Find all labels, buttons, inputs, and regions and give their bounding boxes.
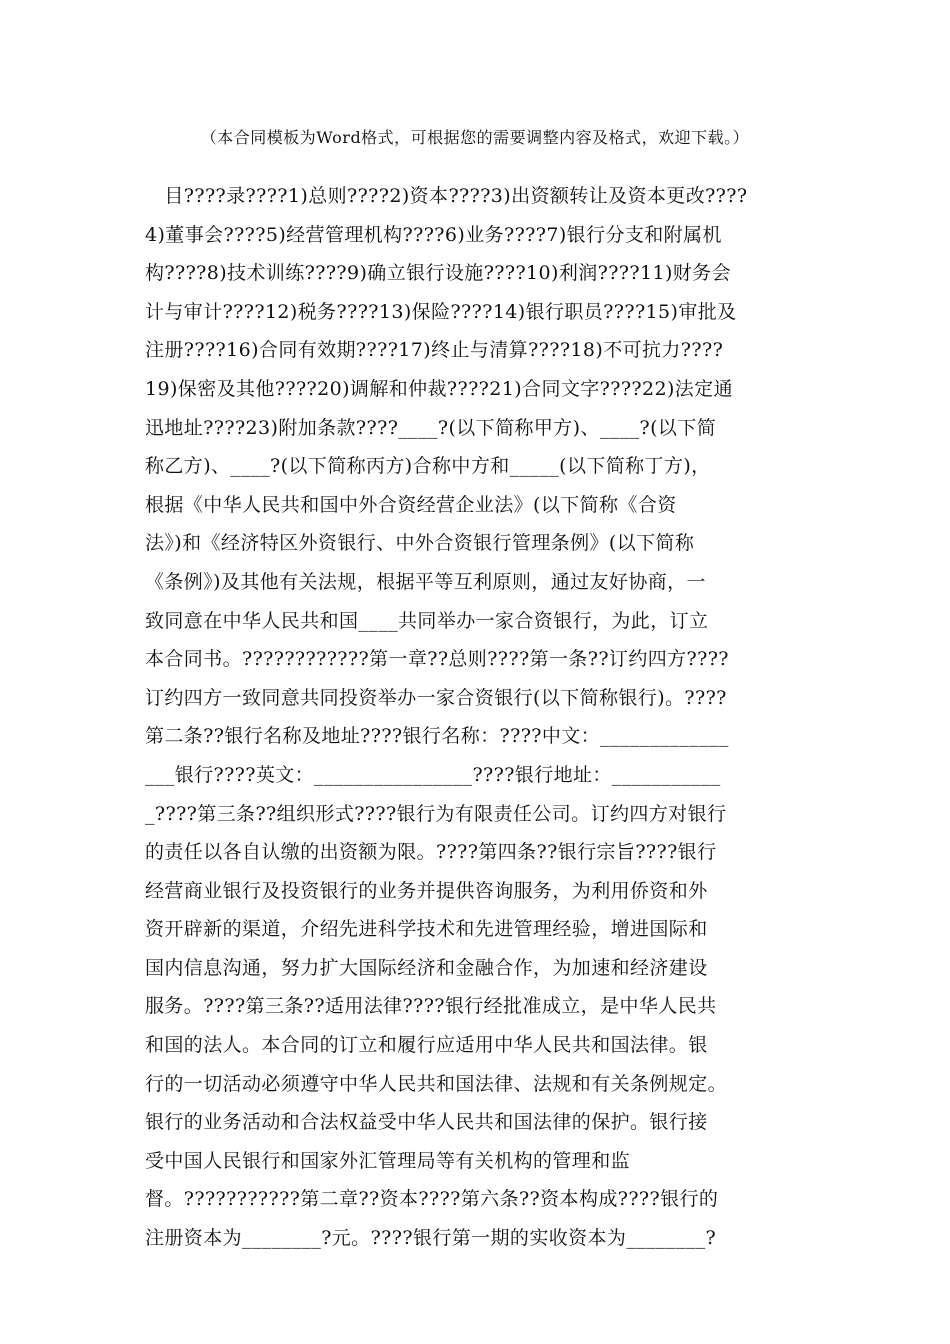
text-line: 注册资本为________?元。????银行第一期的实收资本为________? — [145, 1227, 717, 1250]
text-line: 受中国人民银行和国家外汇管理局等有关机构的管理和监 — [145, 1149, 631, 1172]
text-line: 订约四方一致同意共同投资举办一家合资银行(以下简称银行)。???? — [145, 686, 727, 709]
text-line: 目????录????1)总则????2)资本????3)出资额转让及资本更改???? — [145, 185, 748, 207]
text-line: 注册????16)合同有效期????17)终止与清算????18)不可抗力???? — [145, 339, 724, 362]
text-line: 4)董事会????5)经营管理机构????6)业务????7)银行分支和附属机 — [145, 223, 722, 246]
text-line: 行的一切活动必须遵守中华人民共和国法律、法规和有关条例规定。 — [145, 1072, 728, 1095]
text-line: 19)保密及其他????20)调解和仲裁????21)合同文字????22)法定通 — [145, 377, 733, 400]
text-line: 称乙方)、____?(以下简称丙方)合称中方和_____(以下简称丁方)， — [145, 455, 711, 478]
text-line: 的责任以各自认缴的出资额为限。????第四条??银行宗旨????银行 — [145, 841, 717, 864]
text-line: 服务。????第三条??适用法律????银行经批准成立，是中华人民共 — [145, 995, 717, 1018]
text-line: 督。???????????第二章??资本????第六条??资本构成????银行的 — [145, 1188, 719, 1211]
contract-body — [145, 177, 815, 1258]
text-line: ___银行????英文：________________????银行地址：___________ — [145, 763, 721, 786]
text-line: 国内信息沟通，努力扩大国际经济和金融合作，为加速和经济建设 — [145, 956, 708, 979]
text-line: 本合同书。????????????第一章??总则????第一条??订约四方???? — [145, 648, 729, 671]
text-line: 致同意在中华人民共和国____共同举办一家合资银行，为此，订立 — [145, 609, 709, 632]
text-line: 资开辟新的渠道，介绍先进科学技术和先进管理经验，增进国际和 — [145, 918, 708, 941]
text-line: 根据《中华人民共和国中外合资经营企业法》(以下简称《合资 — [145, 493, 677, 516]
text-line: 构????8)技术训练????9)确立银行设施????10)利润????11)财务会 — [145, 262, 731, 285]
template-note: （本合同模板为Word格式，可根据您的需要调整内容及格式，欢迎下载。） — [200, 128, 750, 147]
text-line: _????第三条??组织形式????银行为有限责任公司。订约四方对银行 — [145, 802, 727, 825]
text-line: 计与审计????12)税务????13)保险????14)银行职员????15)审批及 — [145, 300, 737, 323]
text-line: 和国的法人。本合同的订立和履行应适用中华人民共和国法律。银 — [145, 1034, 708, 1057]
text-line: 《条例》)及其他有关法规，根据平等互利原则，通过友好协商，一 — [145, 570, 706, 593]
text-line: 经营商业银行及投资银行的业务并提供咨询服务，为利用侨资和外 — [145, 879, 708, 902]
text-line: 第二条??银行名称及地址????银行名称：????中文：_____________ — [145, 725, 729, 748]
text-line: 迅地址????23)附加条款????____?(以下简称甲方)、____?(以下简 — [145, 416, 717, 439]
text-line: 银行的业务活动和合法权益受中华人民共和国法律的保护。银行接 — [145, 1111, 708, 1134]
text-line: 法》)和《经济特区外资银行、中外合资银行管理条例》(以下简称 — [145, 532, 695, 555]
